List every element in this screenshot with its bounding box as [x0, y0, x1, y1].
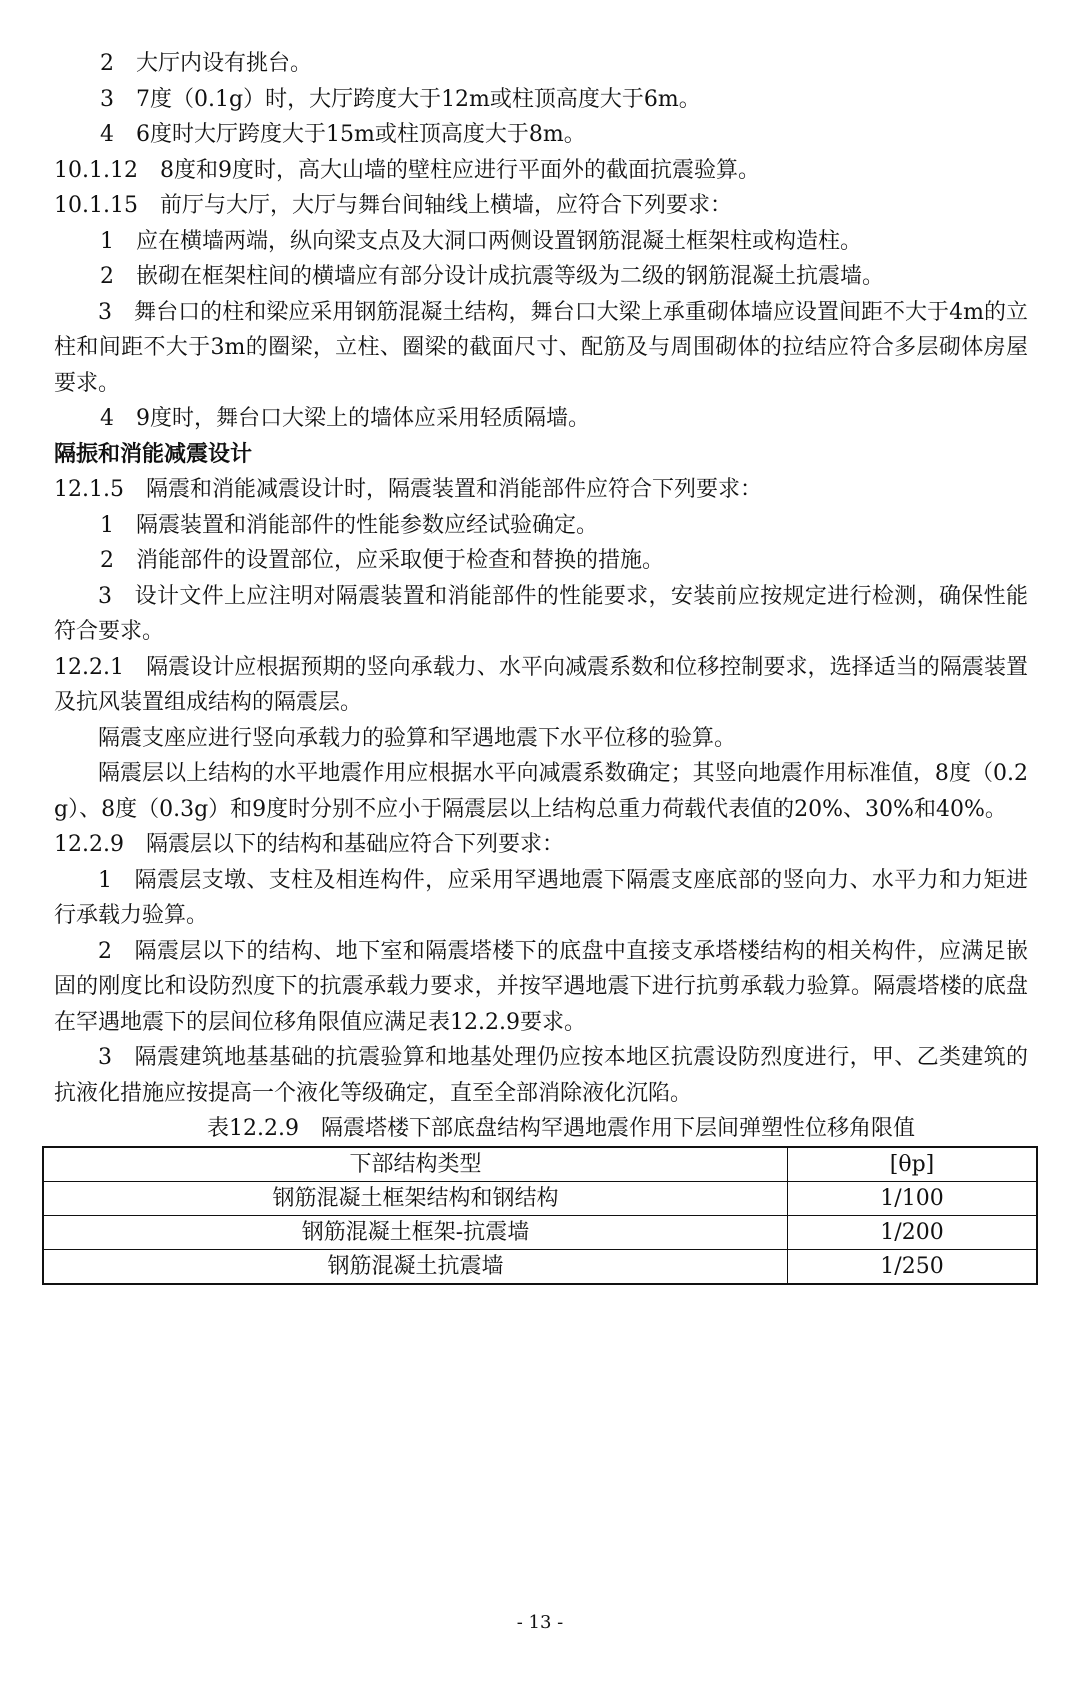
body-text [54, 46, 1028, 1111]
paragraph: 2 隔震层以下的结构、地下室和隔震塔楼下的底盘中直接支承塔楼结构的相关构件，应满足嵌固的刚度比和设防烈度下的抗震承载力要求，并按罕遇地震下进行抗剪承载力验算。隔震塔楼的底盘在罕遇地震下的层间位移角限值应满足表12.2.9要求。 [54, 938, 1028, 1035]
table-cell: 钢筋混凝土框架-抗震墙 [43, 1216, 788, 1250]
table-row [43, 1182, 1037, 1216]
paragraph: 3 舞台口的柱和梁应采用钢筋混凝土结构，舞台口大梁上承重砌体墙应设置间距不大于4m的立柱和间距不大于3m的圈梁，立柱、圈梁的截面尺寸、配筋及与周围砌体的拉结应符合多层砌体房屋要求。 [54, 299, 1028, 396]
table-caption: 表12.2.9 隔震塔楼下部底盘结构罕遇地震作用下层间弹塑性位移角限值 [207, 1116, 915, 1141]
table-row [43, 1250, 1037, 1285]
paragraph: 3 设计文件上应注明对隔震装置和消能部件的性能要求，安装前应按规定进行检测，确保性能符合要求。 [54, 583, 1028, 644]
paragraph: 3 7度（0.1g）时，大厅跨度大于12m或柱顶高度大于6m。 [100, 86, 701, 112]
paragraph: 4 9度时，舞台口大梁上的墙体应采用轻质隔墙。 [100, 406, 590, 431]
paragraph: 2 大厅内设有挑台。 [100, 51, 312, 76]
paragraph: 10.1.15 前厅与大厅，大厅与舞台间轴线上横墙，应符合下列要求： [54, 193, 732, 218]
paragraph: 1 隔震装置和消能部件的性能参数应经试验确定。 [100, 512, 598, 538]
paragraph: 隔震层以上结构的水平地震作用应根据水平向减震系数确定；其竖向地震作用标准值，8度（0.2g）、8度（0.3g）和9度时分别不应小于隔震层以上结构总重力荷载代表值的20%、30%和40%。 [54, 761, 1028, 822]
section-heading: 隔振和消能减震设计 [54, 440, 253, 467]
paragraph: 12.2.9 隔震层以下的结构和基础应符合下列要求： [54, 832, 564, 857]
table-header-cell: [θp] [788, 1147, 1037, 1182]
table-cell: 钢筋混凝土框架结构和钢结构 [43, 1182, 788, 1216]
table-cell: 1/200 [788, 1216, 1037, 1250]
table-cell: 1/100 [788, 1182, 1037, 1216]
page-number: - 13 - [516, 1612, 564, 1633]
paragraph: 12.2.1 隔震设计应根据预期的竖向承载力、水平向减震系数和位移控制要求，选择适当的隔震装置及抗风装置组成结构的隔震层。 [54, 654, 1028, 715]
paragraph: 3 隔震建筑地基基础的抗震验算和地基处理仍应按本地区抗震设防烈度进行，甲、乙类建筑的抗液化措施应按提高一个液化等级确定，直至全部消除液化沉陷。 [54, 1045, 1028, 1106]
table-cell: 钢筋混凝土抗震墙 [43, 1250, 788, 1285]
document-page [54, 46, 1028, 1285]
table-cell: 1/250 [788, 1250, 1037, 1285]
paragraph: 1 应在横墙两端，纵向梁支点及大洞口两侧设置钢筋混凝土框架柱或构造柱。 [100, 228, 862, 254]
paragraph: 10.1.12 8度和9度时，高大山墙的壁柱应进行平面外的截面抗震验算。 [54, 157, 760, 183]
drift-limit-table [42, 1146, 1038, 1285]
table-row [43, 1216, 1037, 1250]
paragraph: 12.1.5 隔震和消能减震设计时，隔震装置和消能部件应符合下列要求： [54, 477, 762, 502]
paragraph: 2 消能部件的设置部位，应采取便于检查和替换的措施。 [100, 548, 664, 573]
paragraph: 4 6度时大厅跨度大于15m或柱顶高度大于8m。 [100, 122, 586, 147]
paragraph: 2 嵌砌在框架柱间的横墙应有部分设计成抗震等级为二级的钢筋混凝土抗震墙。 [100, 264, 884, 289]
table-header-cell: 下部结构类型 [43, 1147, 788, 1182]
paragraph: 1 隔震层支墩、支柱及相连构件，应采用罕遇地震下隔震支座底部的竖向力、水平力和力矩进行承载力验算。 [54, 867, 1028, 928]
paragraph: 隔震支座应进行竖向承载力的验算和罕遇地震下水平位移的验算。 [98, 725, 737, 751]
table-header-row [43, 1147, 1037, 1182]
